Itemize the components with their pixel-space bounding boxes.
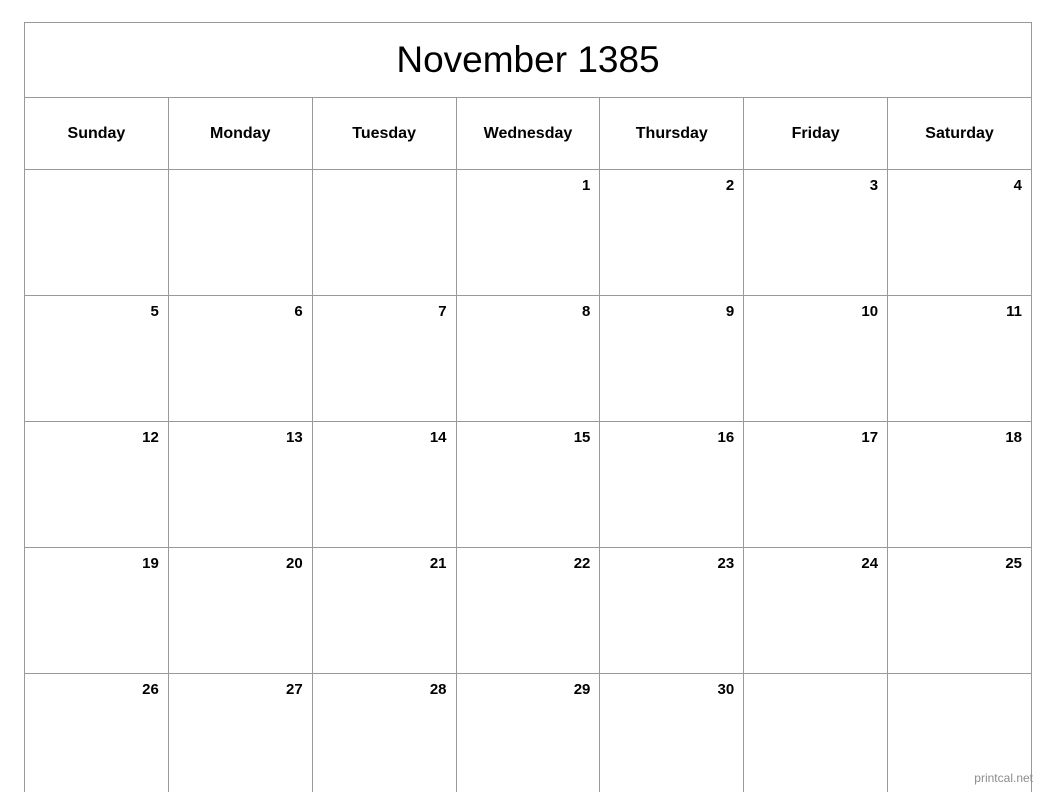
day-header-saturday: Saturday xyxy=(888,98,1032,170)
day-cell: 1 xyxy=(456,170,600,296)
day-header-sunday: Sunday xyxy=(25,98,169,170)
day-cell: 4 xyxy=(888,170,1032,296)
day-header-tuesday: Tuesday xyxy=(312,98,456,170)
day-cell: 10 xyxy=(744,296,888,422)
week-row xyxy=(25,296,1032,422)
day-cell: 19 xyxy=(25,548,169,674)
day-cell: 3 xyxy=(744,170,888,296)
week-row xyxy=(25,548,1032,674)
day-cell xyxy=(744,674,888,792)
day-cell: 30 xyxy=(600,674,744,792)
day-cell: 11 xyxy=(888,296,1032,422)
day-cell: 7 xyxy=(312,296,456,422)
week-row xyxy=(25,422,1032,548)
day-cell: 24 xyxy=(744,548,888,674)
day-cell: 9 xyxy=(600,296,744,422)
day-header-wednesday: Wednesday xyxy=(456,98,600,170)
calendar-table xyxy=(24,22,1032,792)
week-row xyxy=(25,674,1032,792)
day-cell: 28 xyxy=(312,674,456,792)
day-header-friday: Friday xyxy=(744,98,888,170)
day-cell xyxy=(312,170,456,296)
day-cell: 26 xyxy=(25,674,169,792)
day-cell xyxy=(168,170,312,296)
day-cell: 20 xyxy=(168,548,312,674)
day-cell: 2 xyxy=(600,170,744,296)
day-cell: 6 xyxy=(168,296,312,422)
watermark-text: printcal.net xyxy=(974,771,1033,785)
day-cell: 8 xyxy=(456,296,600,422)
day-cell: 17 xyxy=(744,422,888,548)
calendar-title: November 1385 xyxy=(25,23,1032,98)
title-row xyxy=(25,23,1032,98)
day-cell: 18 xyxy=(888,422,1032,548)
day-cell: 23 xyxy=(600,548,744,674)
day-header-thursday: Thursday xyxy=(600,98,744,170)
day-cell: 14 xyxy=(312,422,456,548)
day-cell: 5 xyxy=(25,296,169,422)
day-cell: 22 xyxy=(456,548,600,674)
day-cell: 13 xyxy=(168,422,312,548)
day-header-row xyxy=(25,98,1032,170)
day-cell: 29 xyxy=(456,674,600,792)
day-cell: 15 xyxy=(456,422,600,548)
day-header-monday: Monday xyxy=(168,98,312,170)
day-cell: 25 xyxy=(888,548,1032,674)
day-cell: 21 xyxy=(312,548,456,674)
week-row xyxy=(25,170,1032,296)
day-cell: 12 xyxy=(25,422,169,548)
day-cell: 27 xyxy=(168,674,312,792)
day-cell: 16 xyxy=(600,422,744,548)
day-cell xyxy=(25,170,169,296)
